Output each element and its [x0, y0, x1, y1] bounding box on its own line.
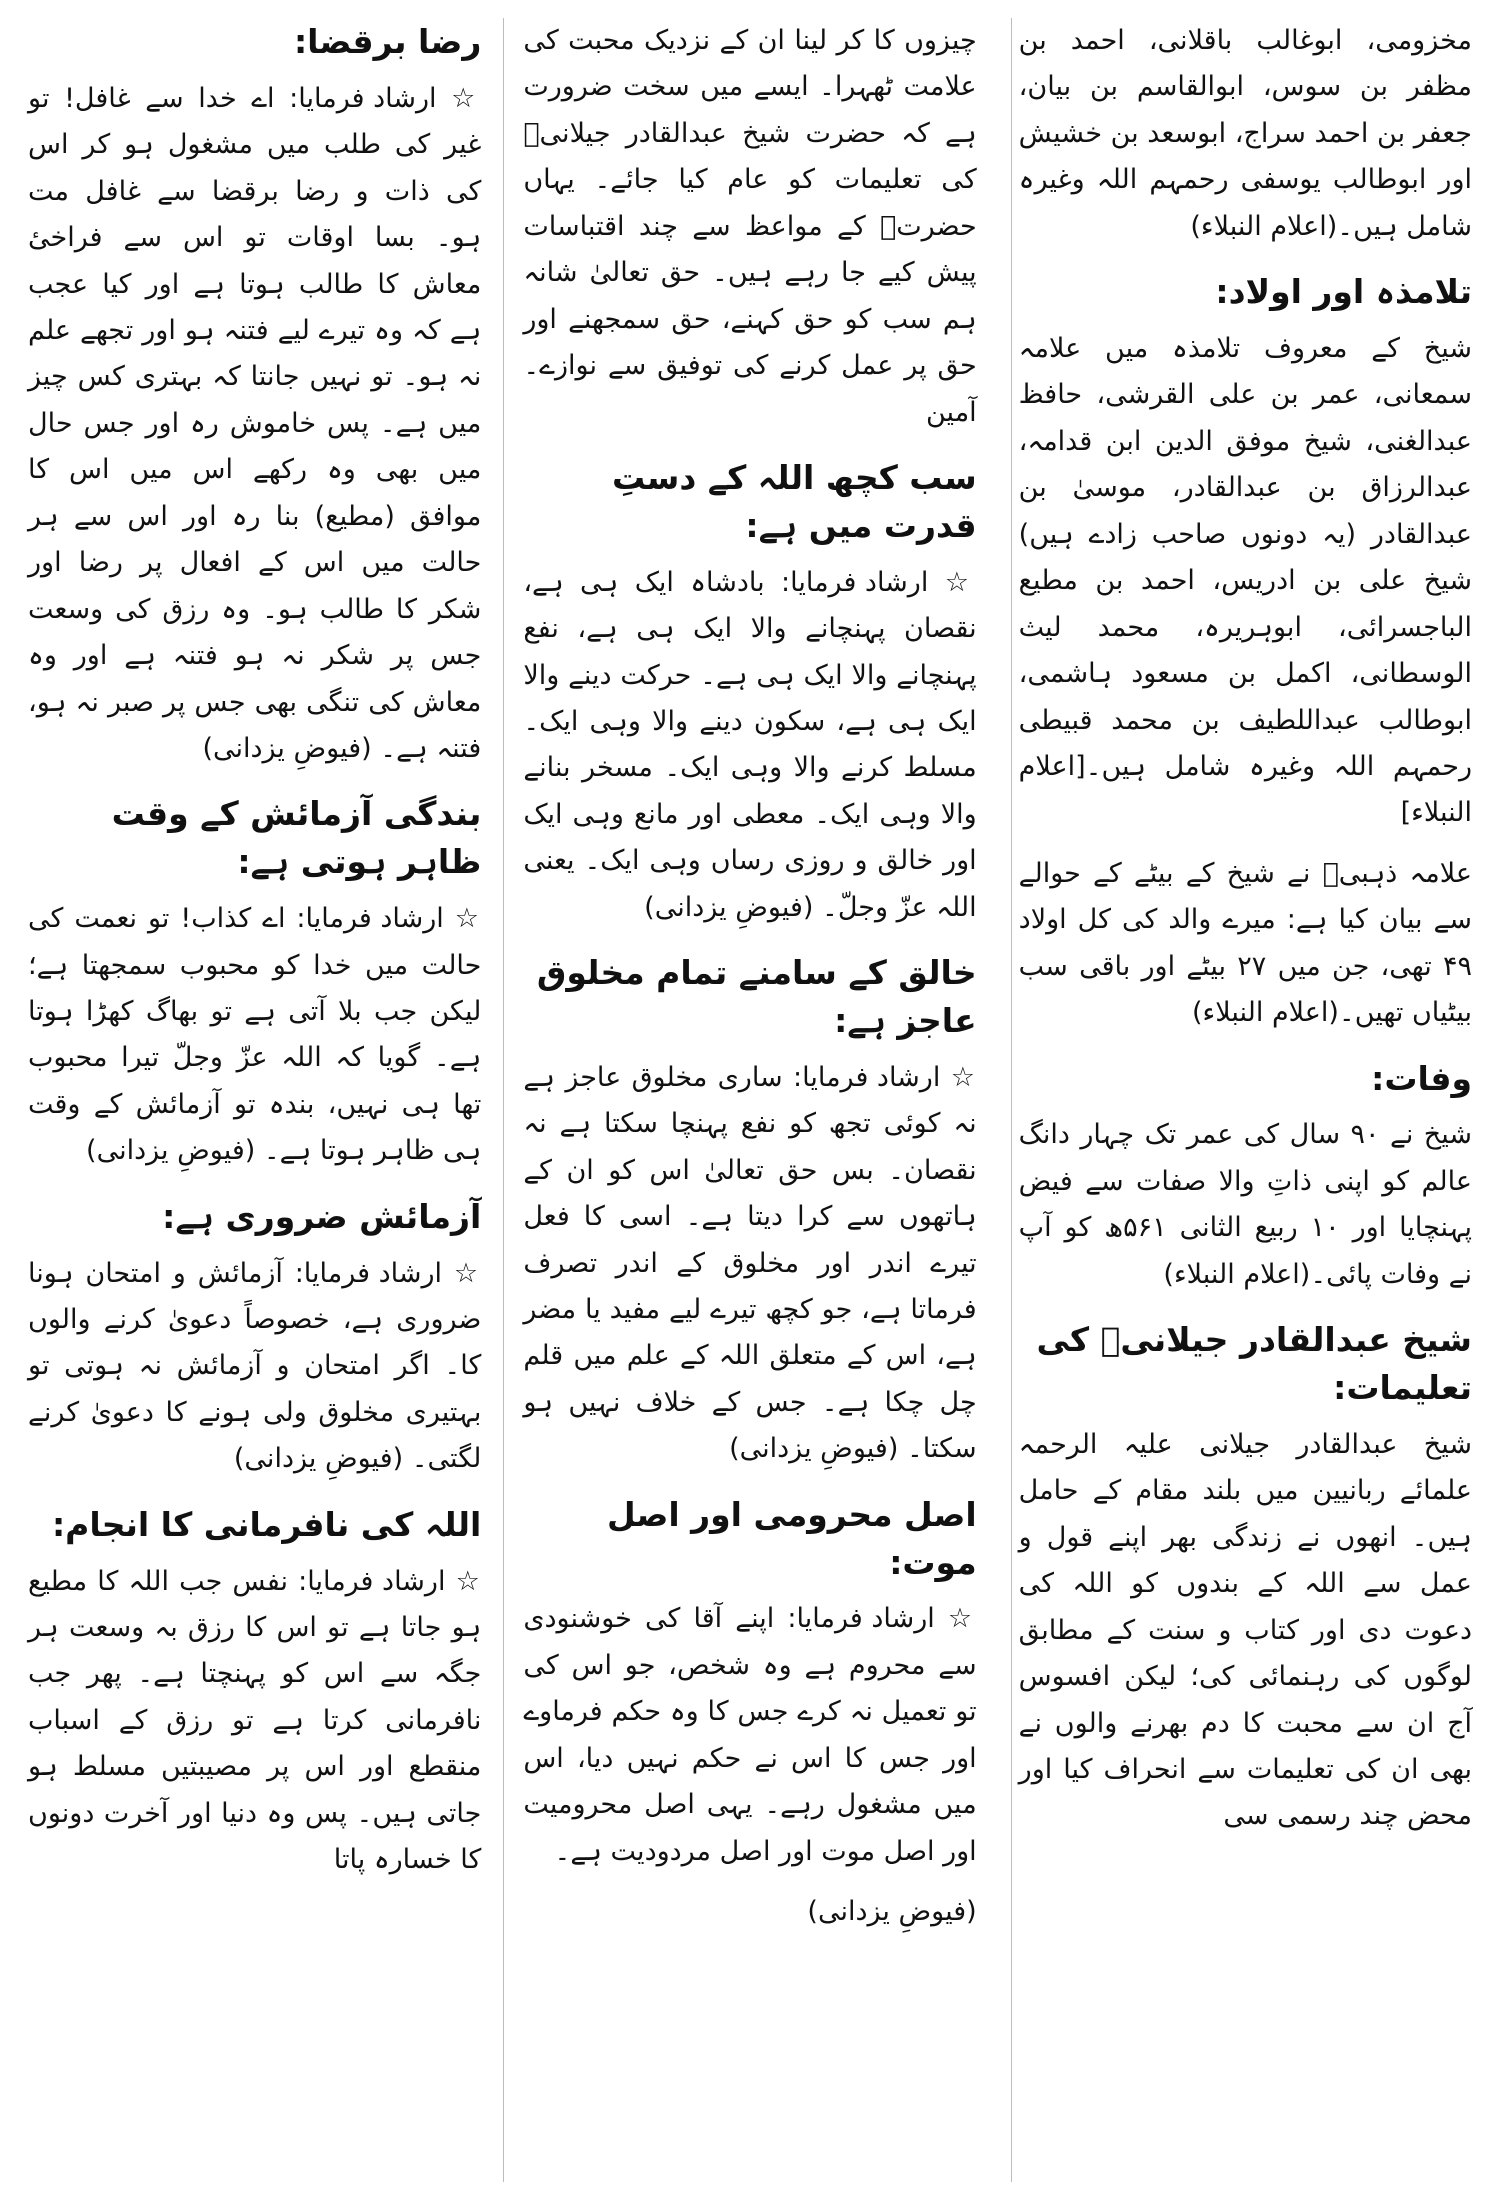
column-divider — [503, 18, 504, 2182]
source-citation: (فیوضِ یزدانی) — [807, 1896, 977, 1928]
column-divider — [1011, 18, 1012, 2182]
paragraph-students: شیخ کے معروف تلامذہ میں علامہ سمعانی، عمر بن علی القرشی، حافظ عبدالغنی، شیخ موفق الدین ابن قدامہ، عبدالرزاق بن عبدالقادر، موسیٰ بن عبدالقادر (یہ دونوں صاحب زادے ہیں) شیخ علی بن ادریس، احمد بن مطیع الباجسرائی، ابوہریرہ، محمد لیث الوسطانی، اکمل بن مسعود ہاشمی، ابوطالب عبداللطیف بن محمد قبیطی رحمہم اللہ وغیرہ شامل ہیں۔[اعلام النبلاء] — [1018, 333, 1472, 829]
paragraph-contentment: ☆ ارشاد فرمایا: اے خدا سے غافل! تو غیر کی طلب میں مشغول ہو کر اس کی ذات و رضا برقضا سے غافل مت ہو۔ بسا اوقات تو اس سے فراخیٔ معاش کا طالب ہوتا ہے اور کیا عجب ہے کہ وہ تیرے لیے فتنہ ہو اور تجھے علم نہ ہو۔ تو نہیں جانتا کہ بہتری کس چیز میں ہے۔ پس خاموش رہ اور جس حال میں بھی وہ رکھے اس میں اس کا موافق (مطیع) بنا رہ اور اس سے ہر حالت میں اس کے افعال پر رضا اور شکر کا طالب ہو۔ وہ رزق کی وسعت جس پر شکر نہ ہو فتنہ ہے اور وہ معاش کی تنگی بھی جس پر صبر نہ ہو، فتنہ ہے۔ (فیوضِ یزدانی) — [28, 76, 481, 773]
heading-all-in-allahs-hand: سب کچھ اللہ کے دستِ قدرت میں ہے: — [611, 457, 977, 545]
column-middle — [513, 18, 986, 2182]
heading-death: وفات: — [1371, 1058, 1472, 1098]
paragraph-disobedience-result: ☆ ارشاد فرمایا: نفس جب اللہ کا مطیع ہو جاتا ہے تو اس کا رزق بہ وسعت ہر جگہ سے اس کو پہنچتا ہے۔ پھر جب نافرمانی کرتا ہے تو رزق کے اسباب منقطع اور اس پر مصیبتیں مسلط ہو جاتی ہیں۔ پس وہ دنیا اور آخرت دونوں کا خسارہ پاتا — [28, 1559, 481, 1884]
heading-disobedience-result: اللہ کی نافرمانی کا انجام: — [51, 1504, 482, 1544]
heading-teachings: شیخ عبدالقادر جیلانیؒ کی تعلیمات: — [1036, 1320, 1472, 1408]
heading-trial-necessary: آزمائش ضروری ہے: — [162, 1196, 482, 1236]
heading-servitude-trial: بندگی آزمائش کے وقت ظاہر ہوتی ہے: — [111, 794, 482, 882]
paragraph-teachings-intro: شیخ عبدالقادر جیلانی علیہ الرحمہ علمائے ربانیین میں بلند مقام کے حامل ہیں۔ انھوں نے زندگی بھر اپنے قول و عمل سے اللہ کے بندوں کو اللہ کی دعوت دی اور کتاب و سنت کے مطابق لوگوں کی رہنمائی کی؛ لیکن افسوس آج ان سے محبت کا دم بھرنے والوں نے بھی ان کی تعلیمات سے انحراف کیا اور محض چند رسمی سی — [1018, 1428, 1472, 1832]
column-right — [1009, 18, 1482, 2182]
heading-students-children: تلامذہ اور اولاد: — [1215, 272, 1472, 312]
paragraph-trial-necessary: ☆ ارشاد فرمایا: آزمائش و امتحان ہونا ضروری ہے، خصوصاً دعویٰ کرنے والوں کا۔ اگر امتحان و آزمائش نہ ہوتی تو بہتیری مخلوق ولی ہونے کا دعویٰ کرنے لگتی۔ (فیوضِ یزدانی) — [28, 1251, 481, 1483]
heading-creation-helpless: خالق کے سامنے تمام مخلوق عاجز ہے: — [536, 953, 977, 1040]
paragraph-servitude-trial: ☆ ارشاد فرمایا: اے کذاب! تو نعمت کی حالت میں خدا کو محبوب سمجھتا ہے؛ لیکن جب بلا آتی ہے تو بھاگ کھڑا ہوتا ہے۔ گویا کہ اللہ عزّ وجلّ تیرا محبوب تھا ہی نہیں، بندہ تو آزمائش کے وقت ہی ظاہر ہوتا ہے۔ (فیوضِ یزدانی) — [28, 896, 481, 1175]
column-left — [18, 18, 491, 2182]
paragraph-real-deprivation: ☆ ارشاد فرمایا: اپنے آقا کی خوشنودی سے محروم ہے وہ شخص، جو اس کی تو تعمیل نہ کرے جس کا وہ حکم فرماوے اور جس کا اس نے حکم نہیں دیا، اس میں مشغول رہے۔ یہی اصل محرومیت اور اصل موت اور اصل مردودیت ہے۔ — [523, 1596, 976, 1875]
paragraph-teachings-continued: چیزوں کا کر لینا ان کے نزدیک محبت کی علامت ٹھہرا۔ ایسے میں سخت ضرورت ہے کہ حضرت شیخ عبدالقادر جیلانیؒ کی تعلیمات کو عام کیا جائے۔ یہاں حضرتؒ کے مواعظ سے چند اقتباسات پیش کیے جا رہے ہیں۔ حق تعالیٰ شانہ ہم سب کو حق کہنے، حق سمجھنے اور حق پر عمل کرنے کی توفیق سے نوازے۔ آمین — [523, 25, 977, 428]
newspaper-page — [18, 18, 1482, 2182]
paragraph-teachers: مخزومی، ابوغالب باقلانی، احمد بن مظفر بن سوس، ابوالقاسم بن بیان، جعفر بن احمد سراج، ابوسعد بن خشیش اور ابوطالب یوسفی رحمہم اللہ وغیرہ شامل ہیں۔(اعلام النبلاء) — [1018, 25, 1472, 242]
paragraph-children: علامہ ذہبیؒ نے شیخ کے بیٹے کے حوالے سے بیان کیا ہے: میرے والد کی کل اولاد ۴۹ تھی، جن میں ۲۷ بیٹے اور باقی سب بیٹیاں تھیں۔(اعلام النبلاء) — [1018, 857, 1473, 1029]
paragraph-all-in-allahs-hand: ☆ ارشاد فرمایا: بادشاہ ایک ہی ہے، نقصان پہنچانے والا ایک ہی ہے، نفع پہنچانے والا ایک ہی ہے۔ حرکت دینے والا ایک ہی ہے، سکون دینے والا وہی ایک۔ مسلط کرنے والا وہی ایک۔ مسخر بنانے والا وہی ایک۔ معطی اور مانع وہی ایک اور خالق و روزی رساں وہی ایک۔ یعنی اللہ عزّ وجلّ۔ (فیوضِ یزدانی) — [523, 560, 976, 932]
heading-real-deprivation: اصل محرومی اور اصل موت: — [607, 1494, 977, 1582]
paragraph-creation-helpless: ☆ ارشاد فرمایا: ساری مخلوق عاجز ہے نہ کوئی تجھ کو نفع پہنچا سکتا ہے نہ نقصان۔ بس حق تعالیٰ اس کو ان کے ہاتھوں سے کرا دیتا ہے۔ اسی کا فعل تیرے اندر اور مخلوق کے اندر تصرف فرماتا ہے، جو کچھ تیرے لیے مفید یا مضر ہے، اس کے متعلق اللہ کے علم میں قلم چل چکا ہے۔ جس کے خلاف نہیں ہو سکتا۔ (فیوضِ یزدانی) — [523, 1055, 976, 1473]
paragraph-death: شیخ نے ۹۰ سال کی عمر تک چہار دانگ عالم کو اپنی ذاتِ والا صفات سے فیض پہنچایا اور ۱۰ ربیع الثانی ۵۶۱ھ کو آپ نے وفات پائی۔(اعلام النبلاء) — [1018, 1119, 1472, 1290]
heading-contentment: رضا برقضا: — [293, 22, 482, 61]
